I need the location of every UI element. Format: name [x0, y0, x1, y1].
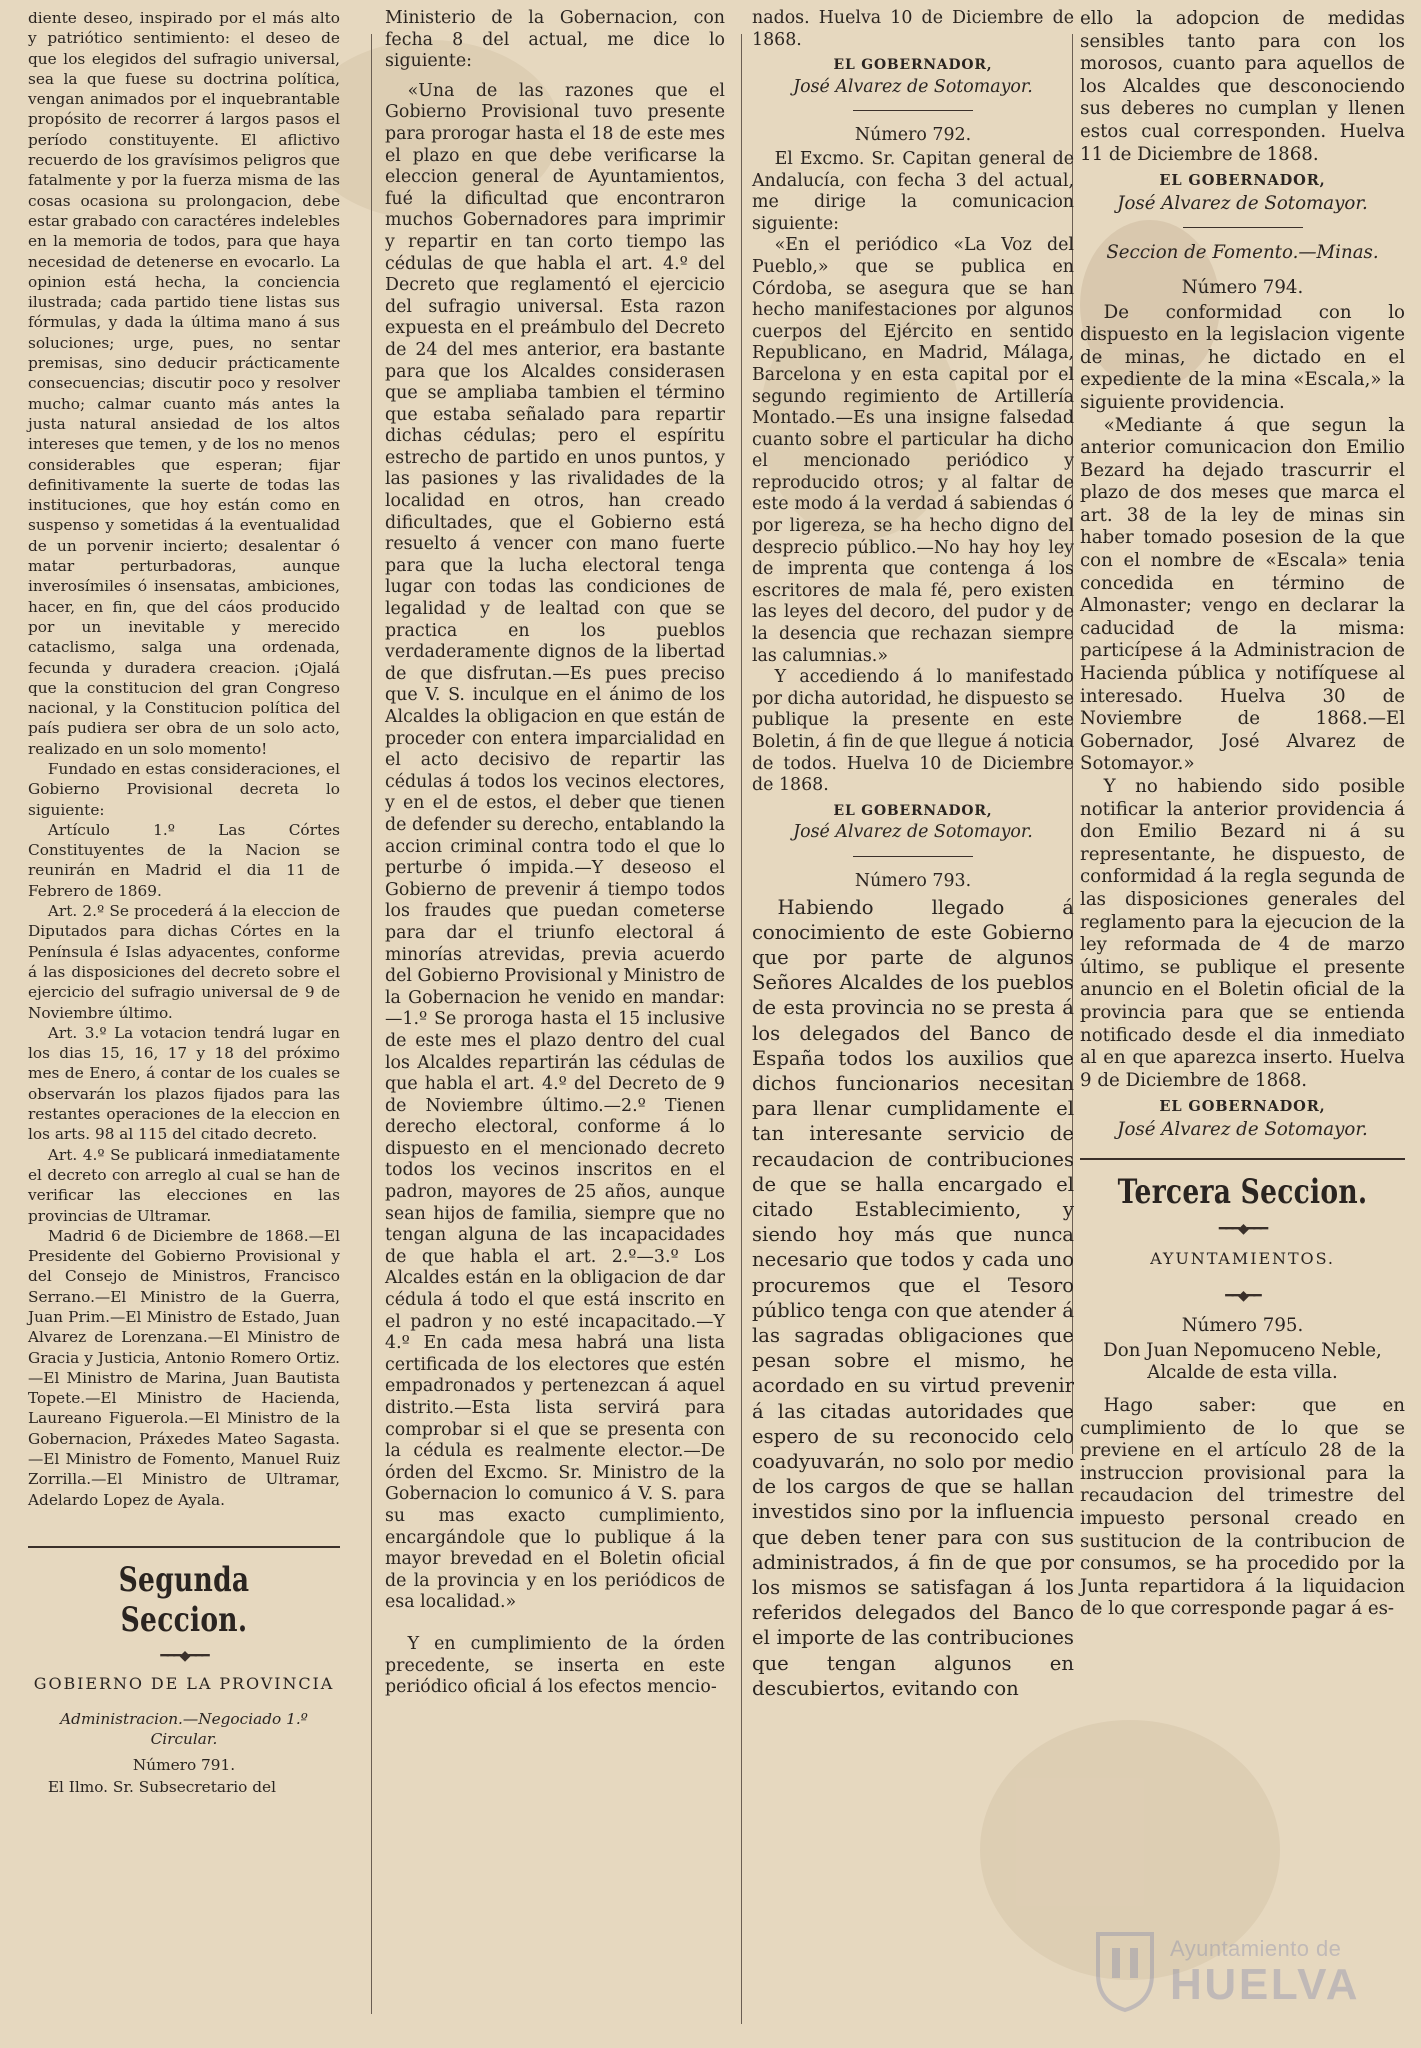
number-791: Número 791.: [132, 1756, 236, 1775]
paragraph: De conformidad con lo dispuesto en la legislacion vigente de minas, he dictado en el expediente de la mina «Escala,» la siguiente providencia.: [1080, 301, 1405, 413]
paragraph: Fundado en estas consideraciones, el Gobierno Provisional decreta lo siguiente:: [28, 759, 340, 819]
signature-name: José Alvarez de Sotomayor.: [793, 76, 1033, 97]
quoted-providencia: «Mediante á que segun la anterior comunicacion don Emilio Bezard ha dejado trascurrir el plazo de dos meses que marca el art. 38 de la ley de minas sin haber tomado posesion de la que con el nombre de «Escala» tenia concedida en término de Almonaster; vengo en declarar la caducidad de la misma: particípese á la Administracion de Hacienda pública y notifíquese al interesado. Huelva 30 de Noviembre de 1868.—El Gobernador, José Alvarez de Sotomayor.»: [1080, 414, 1405, 775]
ornament: ━━◆━━: [1225, 1287, 1260, 1304]
column-3: [752, 8, 1074, 1701]
signature-name: José Alvarez de Sotomayor.: [1117, 192, 1368, 214]
article-1: Artículo 1.º Las Córtes Constituyentes de la Nacion se reunirán en Madrid el dia 11 de Febrero de 1869.: [28, 820, 340, 900]
article-4: Art. 4.º Se publicará inmediatamente el decreto con arreglo al cual se han de verificar las elecciones en las provincias de Ultramar.: [28, 1145, 340, 1225]
signature-title: EL GOBERNADOR,: [1159, 1098, 1326, 1116]
paragraph: ello la adopcion de medidas sensibles tanto para con los morosos, cuanto para aquellos de los Alcaldes que desconociendo sus deberes no cumplan y llenen estos cual corresponden. Huelva 11 de Diciembre de 1868.: [1080, 8, 1405, 165]
paragraph: Y accediendo á lo manifestado por dicha autoridad, he dispuesto se publique la presente en este Boletin, á fin de que llegue á noticia de todos. Huelva 10 de Diciembre de 1868.: [752, 667, 1074, 796]
divider: [853, 110, 973, 111]
signature-name: José Alvarez de Sotomayor.: [793, 822, 1033, 843]
paragraph: Y no habiendo sido posible notificar la anterior providencia á don Emilio Bezard ni á su representante, he dispuesto, de conformidad á la regla segunda de las disposiciones generales del reglamento para la ejecucion de la ley reformada de 4 de marzo último, se publique el presente anuncio en el Boletin oficial de la provincia para que se entienda notificado desde el dia inmediato al en que aparezca inserto. Huelva 9 de Diciembre de 1868.: [1080, 776, 1405, 1091]
quoted-order: «Una de las razones que el Gobierno Provisional tuvo presente para prorogar hasta el 18 de este mes el plazo en que debe verificarse la eleccion general de Ayuntamientos, fué la dificultad que encontraron muchos Gobernadores para imprimir y repartir en tan corto tiempo las cédulas de que habla el art. 4.º del Decreto que reglamentó el ejercicio del sufragio universal. Esta razon expuesta en el preámbulo del Decreto de 24 del mes anterior, era bastante para que los Alcaldes considerasen que se ampliaba tambien el término que estaba señalado para repartir dichas cédulas; pero el espíritu estrecho de partido en unos puntos, y las pasiones y las rivalidades de la localidad en otros, han creado dificultades, que el Gobierno está resuelto á vencer con mano fuerte para que la lucha electoral tenga lugar con todas las condiciones de legalidad y de lealtad con que se practica en los pueblos verdaderamente dignos de la libertad de que disfrutan.—Es pues preciso que V. S. inculque en el ánimo de los Alcaldes la obligacion en que están de proceder con entera imparcialidad en el acto decisivo de repartir las cédulas á todos los vecinos electores, y en el de estos, el deber que tienen de defender su derecho, entablando la accion criminal contra todo el que lo perturbe ó impida.—Y deseoso el Gobierno de prevenir á tiempo todos los fraudes que puedan cometerse para dar el triunfo electoral á minorías atrevidas, previa acuerdo del Gobierno Provisional y Ministro de la Gobernacion he venido en mandar:—1.º Se proroga hasta el 15 inclusive de este mes el plazo dentro del cual los Alcaldes repartirán las cédulas de que habla el art. 4.º del Decreto de 9 de Noviembre último.—2.º Tienen derecho electoral, conforme á lo dispuesto en el mencionado decreto todos los vecinos inscritos en el padron, mayores de 25 años, aunque sean hijos de familia, siempre que no tengan alguna de las incapacidades de que habla el art. 2.º—3.º Los Alcaldes están en la obligacion de dar cédula á todo el que está inscrito en el padron y no esté incapacitado.—Y 4.º En cada mesa habrá una lista certificada de los electores que estén empadronados y pertenezcan á aquel distrito.—Esta lista servirá para comprobar si el que se presenta con la cédula es realmente elector.—De órden del Excmo. Sr. Ministro de la Gobernacion lo comunico á V. S. para su mas exacto cumplimiento, encargándole que lo publique á la mayor brevedad en el Boletin oficial de la provincia y en los periódicos de esa localidad.»: [385, 80, 725, 1613]
signature-name: José Alvarez de Sotomayor.: [1117, 1118, 1368, 1140]
subheading-gobierno: GOBIERNO DE LA PROVINCIA: [33, 1674, 335, 1694]
section-title-tercera: Tercera Seccion.: [1117, 1171, 1368, 1212]
paragraph: Hago saber: que en cumplimiento de lo que se previene en el artículo 28 de la instruccion provisional para la recaudacion del trimestre del impuesto personal creado en sustitucion de la contribucion de consumos, se ha procedido por la Junta repartidora á la liquidacion de lo que corresponde pagar á es-: [1080, 1395, 1405, 1620]
section-divider: [28, 1546, 340, 1548]
watermark-text-big: HUELVA: [1170, 1960, 1361, 2009]
number-795: Número 795.: [1181, 1315, 1304, 1337]
divider: [853, 856, 973, 857]
signature-title: EL GOBERNADOR,: [833, 802, 993, 819]
article-3: Art. 3.º La votacion tendrá lugar en los dias 15, 16, 17 y 18 del próximo mes de Enero, á contar de los cuales se observarán los plazos fijados para las restantes operaciones de la eleccion en los arts. 98 al 115 del citado decreto.: [28, 1023, 340, 1144]
section-divider: [1080, 1158, 1405, 1160]
column-4: [1080, 8, 1405, 1621]
circular-line: Circular.: [150, 1729, 218, 1748]
paragraph: diente deseo, inspirado por el más alto y patriótico sentimiento: el deseo de que los elegidos del sufragio universal, sea la que fuese su doctrina política, vengan animados por el inquebrantable propósito de recorrer á largos pasos el período constituyente. El aflictivo recuerdo de los gravísimos peligros que fatalmente y por la fuerza misma de las cosas ocasiona su prolongacion, debe estar grabado con caractéres indelebles en la memoria de todos, para que haya necesidad de detenerse en evocarlo. La opinion está hecha, la conciencia ilustrada; cada partido tiene listas sus fórmulas, y dada la última mano á sus soluciones; urge, pues, no sentar premisas, sino deducir prácticamente consecuencias; discutir poco y resolver mucho; calmar cuanto más antes la justa natural ansiedad de los altos intereses que temen, y de los no menos considerables que esperan; fijar definitivamente la suerte de todas las instituciones, que hoy están como en suspenso y sometidas á la eventualidad de un porvenir incierto; desalentar ó matar perturbadoras, aunque inverosímiles ó insensatas, ambiciones, hacer, en fin, que del cáos producido por un inevitable y merecido cataclismo, salga una ordenada, fecunda y duradera creacion. ¡Ojalá que la constitucion del gran Congreso nacional, y la Constitucion política del país pudiera ser obra de un solo acto, realizado en un solo momento!: [28, 9, 340, 758]
signature-title: EL GOBERNADOR,: [833, 57, 993, 74]
ornament: ━━━◆━━━: [160, 1647, 208, 1664]
fomento-heading: Seccion de Fomento.—Minas.: [1106, 242, 1379, 264]
column-rule: [741, 34, 742, 2024]
decree-signatures: Madrid 6 de Diciembre de 1868.—El Presidente del Gobierno Provisional y del Consejo de Ministros, Francisco Serrano.—El Ministro de la Guerra, Juan Prim.—El Ministro de Estado, Juan Alvarez de Lorenzana.—El Ministro de Gracia y Justicia, Antonio Romero Ortiz.—El Ministro de Marina, Juan Bautista Topete.—El Ministro de Hacienda, Laureano Figuerola.—El Ministro de la Gobernacion, Práxedes Mateo Sagasta.—El Ministro de Fomento, Manuel Ruiz Zorrilla.—El Ministro de Ultramar, Adelardo Lopez de Ayala.: [28, 1226, 340, 1509]
divider: [1183, 227, 1303, 228]
paragraph: El Ilmo. Sr. Subsecretario del: [47, 1778, 276, 1797]
number-793: Número 793.: [854, 870, 972, 891]
watermark-logo: [1080, 1918, 1400, 2028]
paragraph: Y en cumplimiento de la órden precedente, se inserta en este periódico oficial á los efectos mencio-: [385, 1633, 725, 1698]
watermark-text-small: Ayuntamiento de: [1170, 1936, 1342, 1961]
number-792: Número 792.: [854, 125, 972, 146]
quoted-communication: «En el periódico «La Voz del Pueblo,» que se publica en Córdoba, se asegura que se han hecho manifestaciones por algunos cuerpos del Ejército en sentido Republicano, en Madrid, Málaga, Barcelona y en esta capital por el segundo regimiento de Artillería Montado.—Es una insigne falsedad cuanto sobre el particular ha dicho el mencionado periódico y reproducido otros; y al faltar de este modo á la verdad á sabiendas ó por ligereza, se ha hecho digno del desprecio público.—No hay hoy ley de imprenta que contenga á los escritores de mala fé, pero existen las leyes del decoro, del pudor y de la desencia que rechazan siempre las calumnias.»: [752, 235, 1074, 666]
column-2: [385, 8, 725, 1699]
subheading-ayuntamientos: AYUNTAMIENTOS.: [1150, 1249, 1335, 1269]
number-794: Número 794.: [1181, 276, 1304, 298]
paragraph: El Excmo. Sr. Capitan general de Andalucía, con fecha 3 del actual, me dirige la comunicacion siguiente:: [752, 148, 1074, 234]
paragraph: Ministerio de la Gobernacion, con fecha 8 del actual, me dice lo siguiente:: [385, 8, 725, 72]
section-title-segunda: Segunda Seccion.: [118, 1559, 250, 1640]
alcalde-line: Don Juan Nepomuceno Neble, Alcalde de esta villa.: [1103, 1339, 1382, 1384]
paragraph: nados. Huelva 10 de Diciembre de 1868.: [752, 8, 1074, 50]
ornament: ━━━◆━━━: [1218, 1220, 1267, 1237]
article-2: Art. 2.º Se procederá á la eleccion de Diputados para dichas Córtes en la Península é Islas adyacentes, conforme á las disposiciones del decreto sobre el ejercicio del sufragio universal de 9 de Noviembre último.: [28, 902, 340, 1022]
column-1: [28, 8, 340, 1798]
signature-title: EL GOBERNADOR,: [1159, 172, 1326, 190]
crest-icon: [1090, 1924, 1160, 2014]
admin-line: Administracion.—Negociado 1.º: [60, 1709, 308, 1728]
paragraph: Habiendo llegado á conocimiento de este Gobierno que por parte de algunos Señores Alcaldes de los pueblos de esta provincia no se presta á los delegados del Banco de España todos los auxilios que dichos funcionarios necesitan para llenar cumplidamente el tan interesante servicio de recaudacion de contribuciones de que se halla encargado el citado Establecimiento, y siendo hoy más que nunca necesario que todos y cada uno procuremos que el Tesoro público tenga con que atender á las sagradas obligaciones que pesan sobre el mismo, he acordado en su virtud prevenir á las citadas autoridades que espero de su reconocido celo coadyuvarán, no solo por medio de los cargos de que se hallan investidos sino por la influencia que deben tener para con sus administrados, á fin de que por los mismos se satisfagan á los referidos delegados del Banco el importe de las contribuciones que tengan algunos en descubiertos, evitando con: [752, 895, 1074, 1700]
column-rule: [371, 34, 372, 2014]
